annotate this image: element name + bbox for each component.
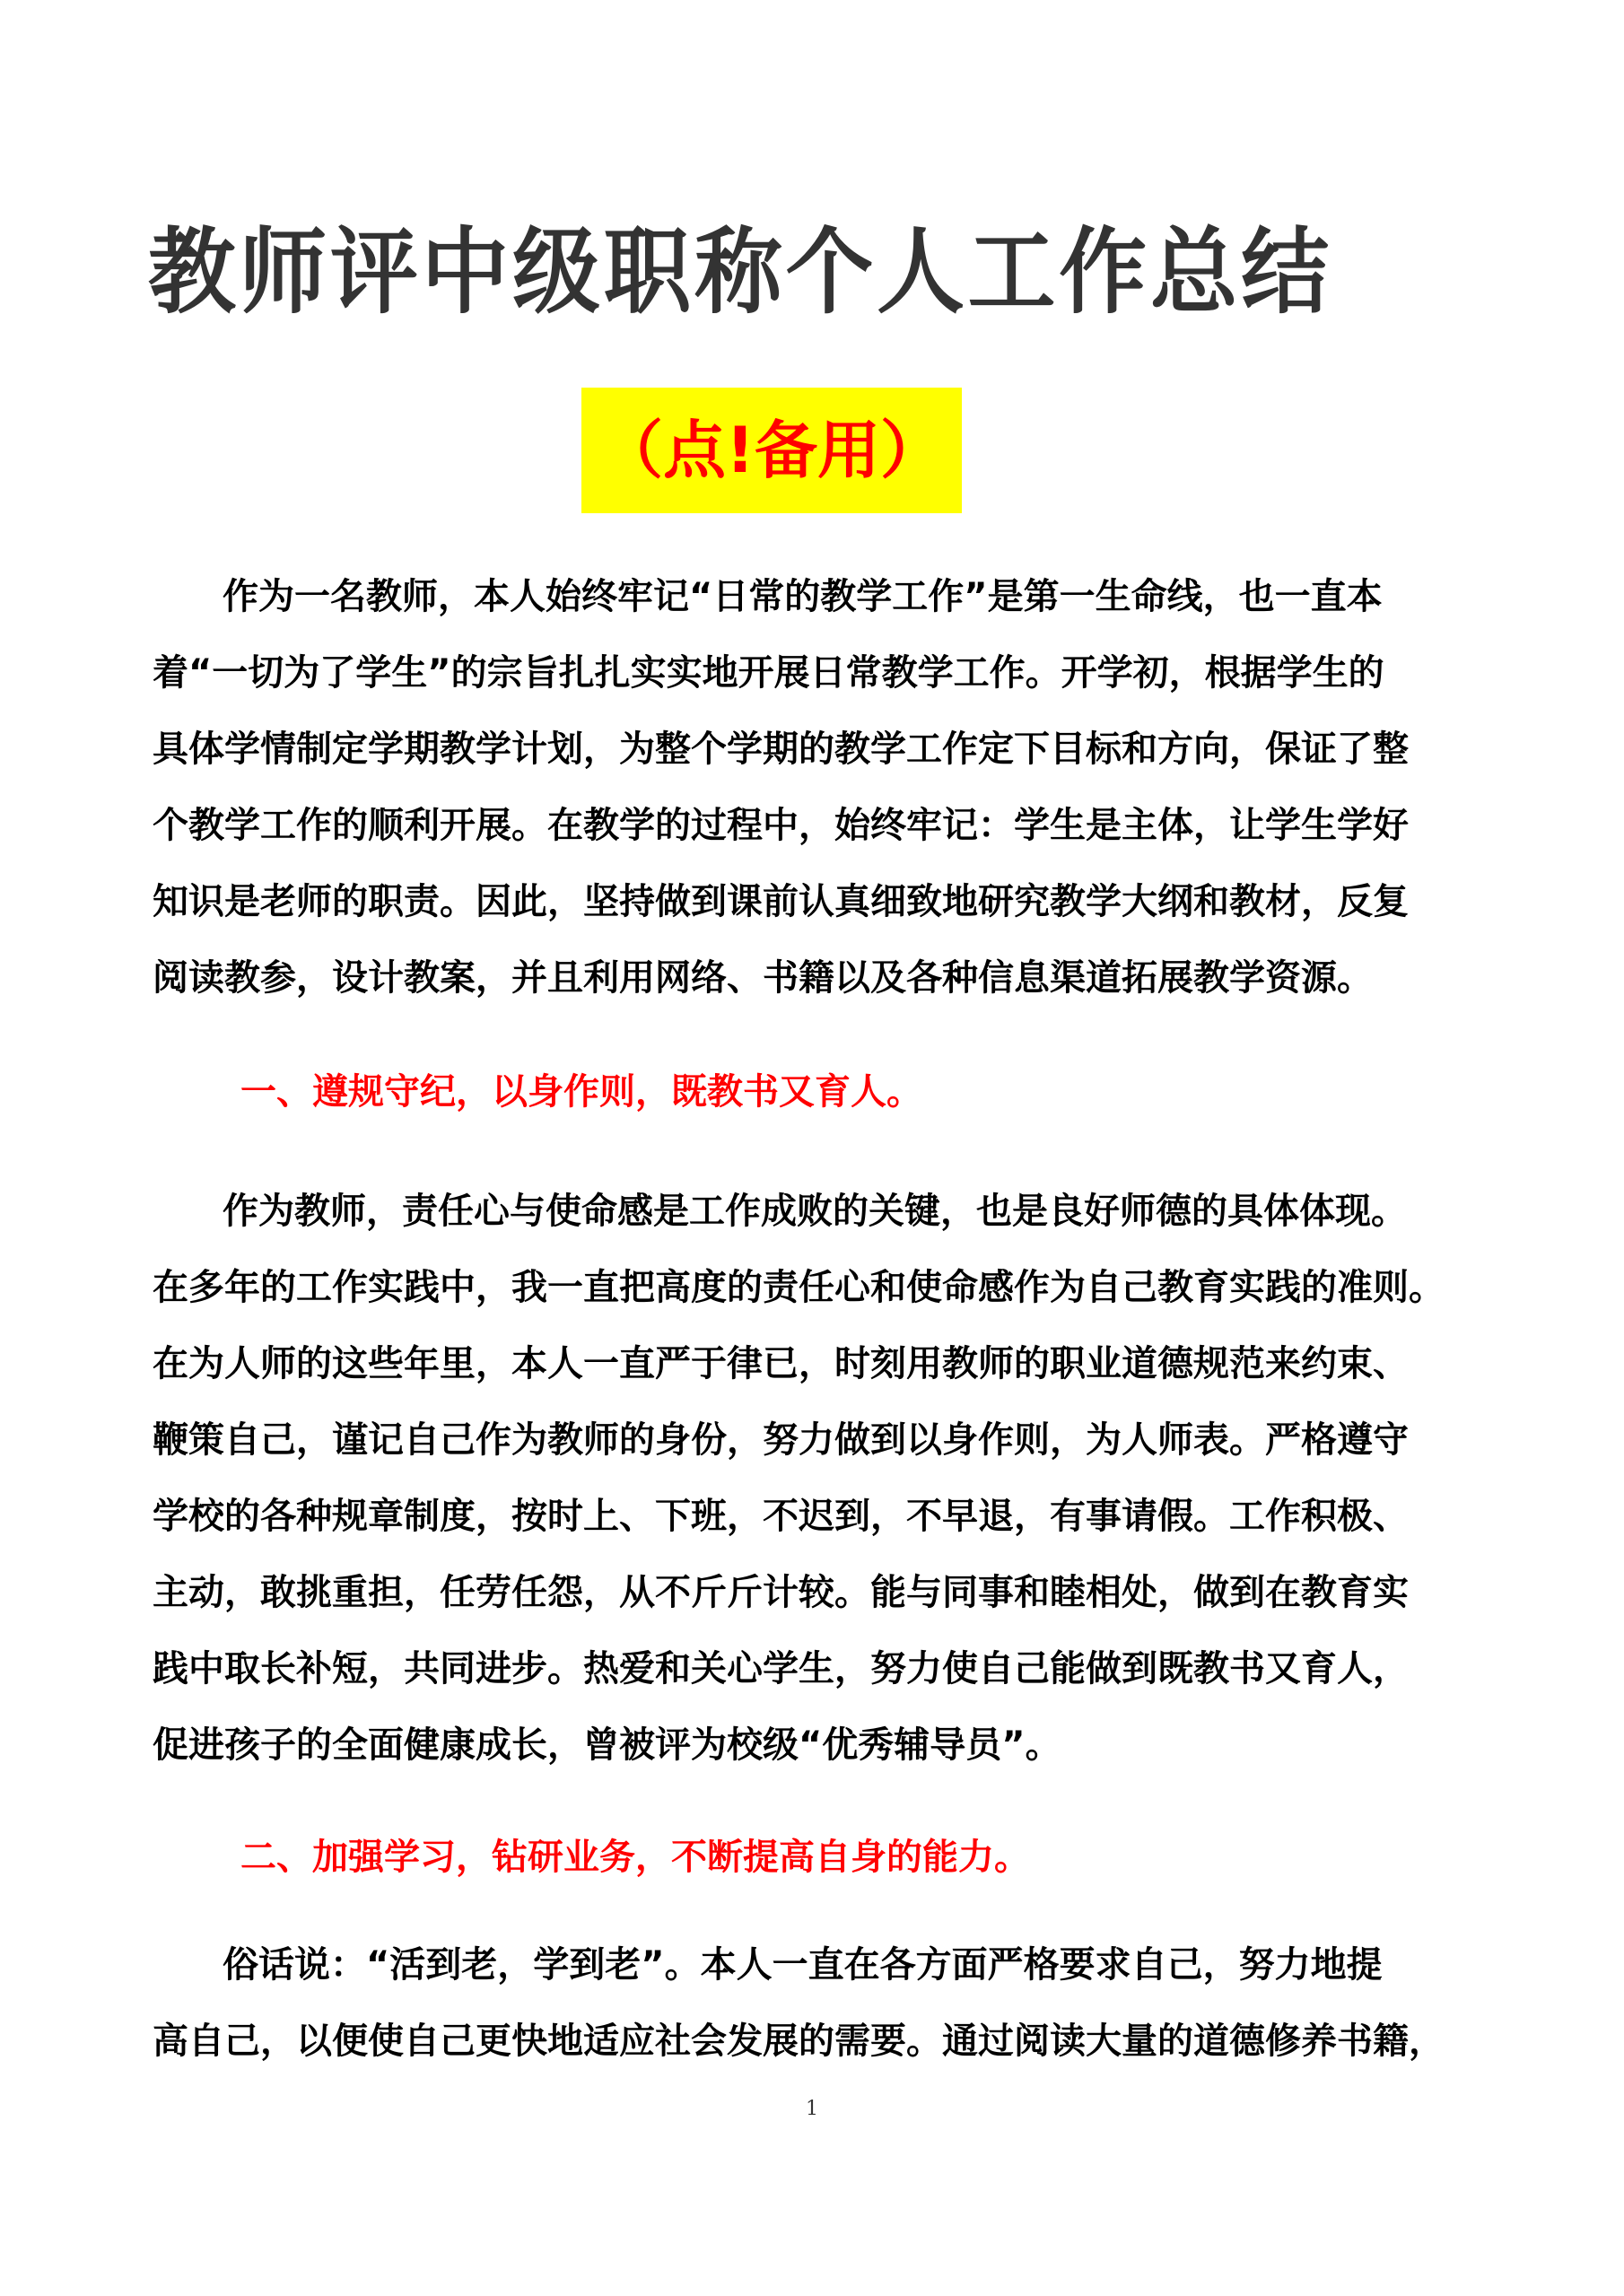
paragraph-line: 知识是老师的职责。因此，坚持做到课前认真细致地研究教学大纲和教材，反复 [153,881,1409,922]
paragraph-line: 具体学情制定学期教学计划，为整个学期的教学工作定下目标和方向，保证了整 [153,729,1409,770]
page-number: 1 [806,2098,818,2120]
section-heading-2: 二、加强学习，钻研业务，不断提高自身的能力。 [240,1837,1030,1878]
paragraph-line: 作为教师，责任心与使命感是工作成败的关键，也是良好师德的具体体现。 [223,1191,1407,1232]
paragraph-line: 作为一名教师，本人始终牢记“日常的教学工作”是第一生命线，也一直本 [223,576,1383,617]
paragraph-line: 着“一切为了学生”的宗旨扎扎实实地开展日常教学工作。开学初，根据学生的 [153,652,1384,694]
document-title: 教师评中级职称个人工作总结 [148,217,1332,327]
subtitle-label: （点!备用） [600,414,943,487]
paragraph-line: 学校的各种规章制度，按时上、下班，不迟到，不早退，有事请假。工作积极、 [153,1496,1409,1537]
paragraph-line: 践中取长补短，共同进步。热爱和关心学生，努力使自己能做到既教书又育人， [153,1648,1409,1689]
section-heading-1: 一、遵规守纪，以身作则，既教书又育人。 [240,1071,922,1113]
paragraph-line: 个教学工作的顺利开展。在教学的过程中，始终牢记：学生是主体，让学生学好 [153,805,1409,846]
paragraph-line: 鞭策自己，谨记自己作为教师的身份，努力做到以身作则，为人师表。严格遵守 [153,1419,1409,1461]
paragraph-line: 在为人师的这些年里，本人一直严于律已，时刻用教师的职业道德规范来约束、 [153,1343,1409,1384]
paragraph-line: 俗话说：“活到老，学到老”。本人一直在各方面严格要求自己，努力地提 [223,1944,1383,1986]
paragraph-line: 促进孩子的全面健康成长，曾被评为校级“优秀辅导员”。 [153,1724,1061,1766]
paragraph-line: 在多年的工作实践中，我一直把高度的责任心和使命感作为自己教育实践的准则。 [153,1267,1445,1308]
subtitle-highlight-box [581,388,962,513]
paragraph-line: 主动，敢挑重担，任劳任怨，从不斤斤计较。能与同事和睦相处，做到在教育实 [153,1572,1409,1613]
paragraph-line: 阅读教参，设计教案，并且利用网络、书籍以及各种信息渠道拓展教学资源。 [153,957,1373,999]
paragraph-line: 高自己，以便使自己更快地适应社会发展的需要。通过阅读大量的道德修养书籍， [153,2021,1445,2062]
